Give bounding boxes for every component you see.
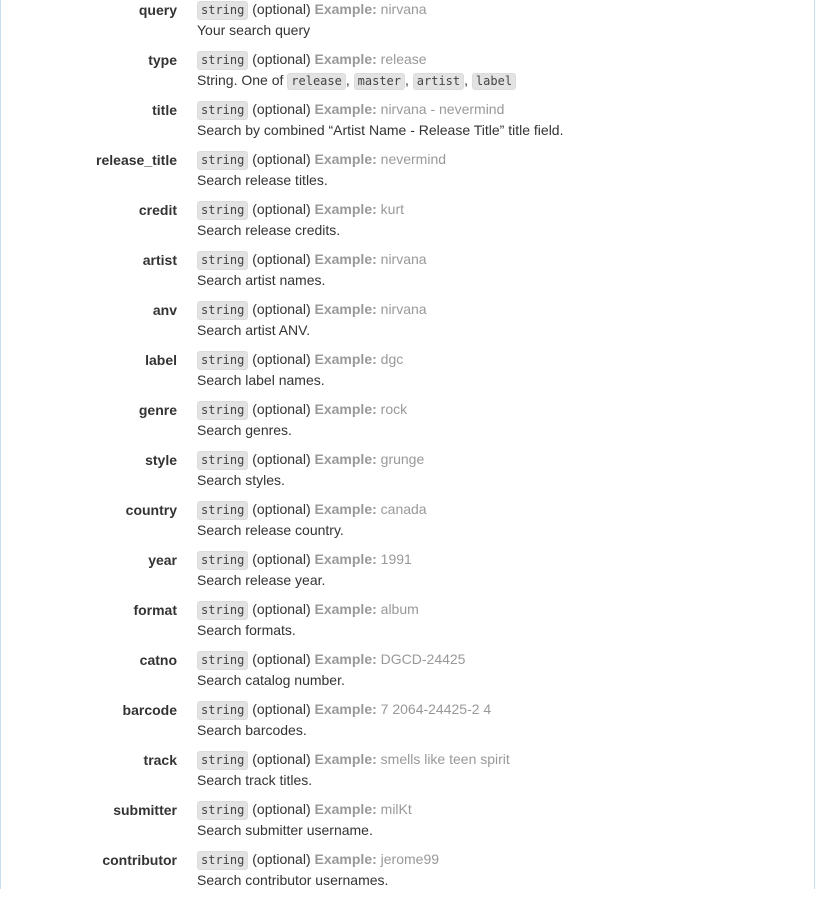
example-value: release — [380, 51, 427, 67]
example-value: milKt — [380, 801, 412, 817]
example-label: Example: — [314, 751, 377, 767]
param-detail — [197, 750, 510, 790]
param-meta-line — [197, 150, 446, 170]
param-description — [197, 370, 403, 390]
param-name: type — [148, 52, 177, 68]
param-row — [0, 50, 815, 100]
type-badge: string — [197, 701, 248, 720]
type-badge: string — [197, 601, 248, 620]
param-description — [197, 770, 510, 790]
example-label: Example: — [314, 451, 377, 467]
type-badge: string — [197, 351, 248, 370]
param-detail — [197, 600, 419, 640]
param-meta-line — [197, 400, 407, 420]
param-row — [0, 300, 815, 350]
option-code: label — [472, 73, 516, 90]
example-label: Example: — [314, 851, 377, 867]
optional-label: (optional) — [252, 651, 311, 667]
optional-label: (optional) — [252, 1, 311, 17]
param-detail — [197, 850, 439, 890]
description-text: Search styles. — [197, 472, 285, 488]
param-detail — [197, 800, 412, 840]
param-description — [197, 270, 427, 290]
example-value: dgc — [380, 351, 404, 367]
param-description — [197, 320, 427, 340]
param-meta-line — [197, 0, 427, 20]
example-value: 7 2064-24425-2 4 — [380, 701, 492, 717]
optional-label: (optional) — [252, 501, 311, 517]
example-value: nevermind — [380, 151, 447, 167]
param-detail — [197, 700, 491, 740]
type-badge: string — [197, 101, 248, 120]
param-meta-line — [197, 450, 424, 470]
description-text: Search contributor usernames. — [197, 872, 389, 888]
description-text: Search artist ANV. — [197, 322, 311, 338]
description-text: Search label names. — [197, 372, 325, 388]
example-label: Example: — [314, 251, 377, 267]
example-value: canada — [380, 501, 427, 517]
param-description — [197, 570, 412, 590]
param-description — [197, 170, 446, 190]
description-text: Search release country. — [197, 522, 344, 538]
description-text: Search submitter username. — [197, 822, 373, 838]
description-text: Search genres. — [197, 422, 292, 438]
param-name: anv — [152, 302, 177, 318]
param-name: catno — [139, 652, 177, 668]
param-row — [0, 750, 815, 800]
param-detail — [197, 500, 427, 540]
param-name: credit — [138, 202, 177, 218]
param-meta-line — [197, 550, 412, 570]
type-badge: string — [197, 201, 248, 220]
param-row — [0, 650, 815, 700]
option-separator: , — [345, 72, 350, 88]
example-value: jerome99 — [380, 851, 440, 867]
example-label: Example: — [314, 501, 377, 517]
option-code: artist — [413, 73, 464, 90]
example-label: Example: — [314, 801, 377, 817]
type-badge: string — [197, 451, 248, 470]
param-meta-line — [197, 500, 427, 520]
optional-label: (optional) — [252, 401, 311, 417]
example-label: Example: — [314, 651, 377, 667]
example-label: Example: — [314, 401, 377, 417]
param-description — [197, 220, 404, 240]
example-value: grunge — [380, 451, 425, 467]
param-name: year — [148, 552, 177, 568]
param-row — [0, 150, 815, 200]
param-name: submitter — [113, 802, 177, 818]
option-code: master — [354, 73, 405, 90]
type-badge: string — [197, 251, 248, 270]
param-detail — [197, 300, 427, 340]
param-name: format — [133, 602, 177, 618]
optional-label: (optional) — [252, 851, 311, 867]
option-code: release — [287, 73, 346, 90]
optional-label: (optional) — [252, 801, 311, 817]
type-badge: string — [197, 801, 248, 820]
example-label: Example: — [314, 1, 377, 17]
param-detail — [197, 450, 424, 490]
example-label: Example: — [314, 151, 377, 167]
type-badge: string — [197, 651, 248, 670]
optional-label: (optional) — [252, 451, 311, 467]
param-meta-line — [197, 850, 439, 870]
param-description — [197, 620, 419, 640]
optional-label: (optional) — [252, 51, 311, 67]
param-meta-line — [197, 650, 465, 670]
param-row — [0, 500, 815, 550]
example-label: Example: — [314, 201, 377, 217]
param-description — [197, 820, 412, 840]
param-description — [197, 870, 439, 890]
param-row — [0, 800, 815, 850]
type-badge: string — [197, 751, 248, 770]
example-value: nirvana - nevermind — [380, 101, 505, 117]
example-value: kurt — [380, 201, 404, 217]
example-label: Example: — [314, 551, 377, 567]
optional-label: (optional) — [252, 351, 311, 367]
param-detail — [197, 100, 563, 140]
type-badge: string — [197, 151, 248, 170]
param-row — [0, 400, 815, 450]
optional-label: (optional) — [252, 551, 311, 567]
param-row — [0, 450, 815, 500]
example-value: DGCD-24425 — [380, 651, 466, 667]
param-meta-line — [197, 750, 510, 770]
param-meta-line — [197, 800, 412, 820]
param-detail — [197, 250, 427, 290]
example-value: 1991 — [380, 551, 412, 567]
option-separator: , — [405, 72, 409, 88]
param-meta-line — [197, 350, 403, 370]
description-text: Search catalog number. — [197, 672, 345, 688]
optional-label: (optional) — [252, 301, 311, 317]
example-label: Example: — [314, 101, 377, 117]
param-row — [0, 700, 815, 750]
param-name: country — [125, 502, 177, 518]
example-label: Example: — [314, 351, 377, 367]
param-name: label — [145, 352, 177, 368]
example-label: Example: — [314, 701, 377, 717]
param-meta-line — [197, 250, 427, 270]
example-label: Example: — [314, 51, 377, 67]
type-badge: string — [197, 51, 248, 70]
optional-label: (optional) — [252, 201, 311, 217]
param-description — [197, 120, 563, 140]
optional-label: (optional) — [252, 101, 311, 117]
type-badge: string — [197, 301, 248, 320]
description-text: Search release year. — [197, 572, 326, 588]
description-text: Search track titles. — [197, 772, 313, 788]
param-detail — [197, 550, 412, 590]
description-text: Search by combined “Artist Name - Release Title” title field. — [197, 122, 564, 138]
param-detail — [197, 200, 404, 240]
param-row — [0, 850, 815, 900]
option-separator: , — [464, 72, 469, 88]
param-meta-line — [197, 50, 516, 70]
param-name: title — [152, 102, 177, 118]
param-detail — [197, 50, 516, 90]
description-text: Search barcodes. — [197, 722, 307, 738]
optional-label: (optional) — [252, 701, 311, 717]
param-name: track — [143, 752, 177, 768]
optional-label: (optional) — [252, 751, 311, 767]
param-name: barcode — [122, 702, 177, 718]
param-name: contributor — [102, 852, 177, 868]
param-description — [197, 20, 427, 40]
description-text: Your search query — [197, 22, 311, 38]
param-row — [0, 200, 815, 250]
param-row — [0, 550, 815, 600]
param-meta-line — [197, 700, 491, 720]
description-text: Search release titles. — [197, 172, 328, 188]
param-row — [0, 350, 815, 400]
type-badge: string — [197, 401, 248, 420]
param-meta-line — [197, 600, 419, 620]
example-value: nirvana — [380, 1, 427, 17]
description-text: Search artist names. — [197, 272, 326, 288]
description-prefix: String. One of — [197, 72, 288, 88]
example-value: nirvana — [380, 301, 427, 317]
param-row — [0, 250, 815, 300]
param-detail — [197, 650, 465, 690]
example-label: Example: — [314, 601, 377, 617]
optional-label: (optional) — [252, 601, 311, 617]
param-name: genre — [138, 402, 177, 418]
param-name: query — [138, 2, 177, 18]
type-badge: string — [197, 1, 248, 20]
type-badge: string — [197, 851, 248, 870]
param-description — [197, 470, 424, 490]
param-name: artist — [142, 252, 177, 268]
description-text: Search formats. — [197, 622, 296, 638]
example-value: smells like teen spirit — [380, 751, 510, 767]
example-value: rock — [380, 401, 408, 417]
param-row — [0, 0, 815, 50]
type-badge: string — [197, 501, 248, 520]
type-badge: string — [197, 551, 248, 570]
param-description — [197, 720, 491, 740]
param-description — [197, 670, 465, 690]
param-row — [0, 600, 815, 650]
description-text: Search release credits. — [197, 222, 341, 238]
param-description — [197, 520, 427, 540]
param-name: style — [145, 452, 177, 468]
param-description — [197, 420, 407, 440]
example-label: Example: — [314, 301, 377, 317]
param-detail — [197, 350, 403, 390]
example-value: nirvana — [380, 251, 427, 267]
param-meta-line — [197, 300, 427, 320]
param-row — [0, 100, 815, 150]
param-detail — [197, 400, 407, 440]
param-name: release_title — [96, 152, 177, 168]
optional-label: (optional) — [252, 251, 311, 267]
example-value: album — [380, 601, 419, 617]
param-detail — [197, 150, 446, 190]
param-meta-line — [197, 100, 563, 120]
param-meta-line — [197, 200, 404, 220]
optional-label: (optional) — [252, 151, 311, 167]
param-detail — [197, 0, 427, 40]
param-description — [197, 70, 516, 90]
